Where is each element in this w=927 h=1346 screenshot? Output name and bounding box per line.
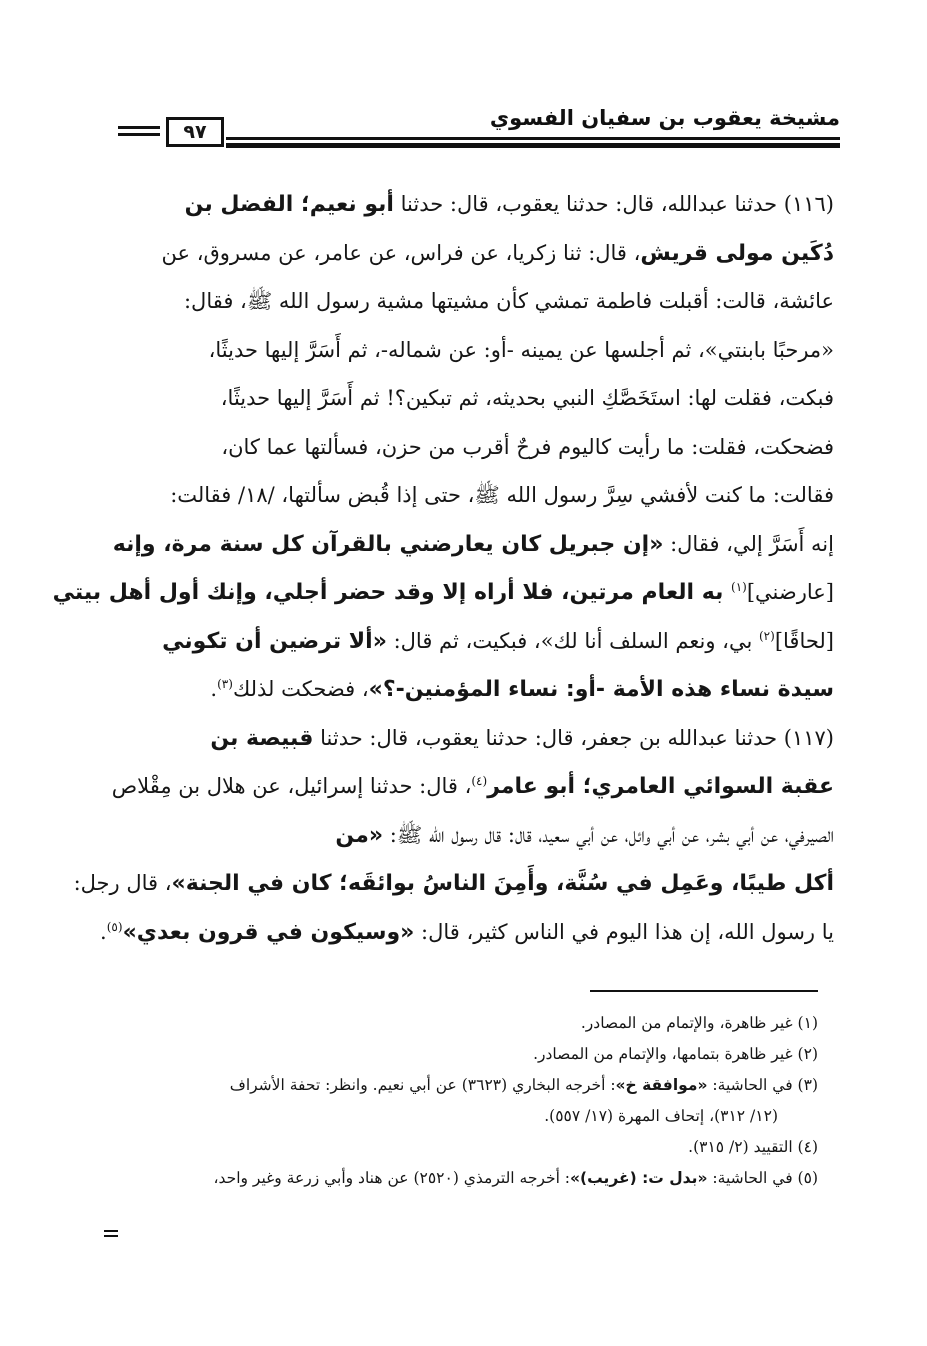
text-line [73,859,834,908]
text-run: ، قال رجل: [73,871,172,895]
text-run: . [100,919,107,944]
footnote-line [108,1008,818,1039]
text-line [108,277,834,326]
footnote-ref: (٢) [758,628,775,643]
text-line [108,229,834,278]
text-run: ، فضحكت لذلك [232,677,369,701]
page-number: ٩٧ [166,117,224,147]
text-run: فقالت: ما كنت لأفشي سِرَّ رسول الله ﷺ، حتى إذا قُبض سألتها، /١٨/ فقالت: [170,483,834,507]
text-line [108,665,834,714]
page-number-ornament [118,126,160,140]
bold-text: «وسيكون في قرون بعدي» [122,919,415,945]
text-run: «مرحبًا بابنتي»، ثم أجلسها عن يمينه -أو: عن شماله-، ثم أَسَرَّ إليها حديثًا، [208,337,834,362]
text-run: [لحاقًا] [774,628,834,653]
header-rule-thick [226,143,840,148]
bold-text: «موافقة خ» [615,1076,708,1094]
text-line [108,811,834,860]
footnote-line [108,1101,818,1132]
footnote-line [108,1163,818,1194]
text-run: (١٢/ ٣١٢)، إتحاف المهرة (١٧/ ٥٥٧). [544,1107,778,1125]
text-line [108,762,834,811]
text-run: (٥) في الحاشية: [707,1169,818,1187]
footnote-line [108,1070,818,1101]
text-line [108,374,834,423]
footnote-ref: (٥) [106,919,123,934]
text-run: الصيرفي، عن أبي بشر، عن أبي وائل، عن أبي سعيد، قال: قال رسول الله ﷺ: [383,822,834,847]
bold-text: أكل طيبًا، وعَمِل في سُنَّة، وأَمِنَ الناسُ بوائقَه؛ كان في الجنة» [171,871,834,896]
text-run: فبكت، فقلت لها: استَخَصَّكِ النبي بحديثه، ثم تبكين؟! ثم أَسَرَّ إليها حديثًا، [220,386,834,410]
text-run: : أخرجه الترمذي (٢٥٢٠) عن هناد وأبي زرعة وغير واحد، [213,1169,571,1187]
footnote-line [108,1132,818,1163]
main-text [52,180,834,956]
bold-text: عقبة السوائي العامري؛ أبو عامر [487,774,834,799]
footnote-line [108,1039,818,1070]
footnote-ref: (١) [731,580,747,594]
footnote-separator [590,990,818,992]
text-run: ، قال: حدثنا إسرائيل، عن هلال بن مِقْلاص [111,774,472,798]
text-run: . [210,677,218,701]
text-line [108,326,834,375]
bold-text: «ألا ترضين أن تكوني [162,628,387,654]
bold-text: «من [335,822,384,848]
text-run: ، قال: ثنا زكريا، عن فراس، عن عامر، عن مسروق، عن [161,240,641,265]
text-run: (١) غير ظاهرة، والإتمام من المصادر. [580,1014,818,1032]
text-run: [عارضني] [746,580,834,604]
footnotes [108,1008,818,1194]
bold-text: أبو نعيم؛ الفضل بن [184,192,394,217]
text-run: بي، ونعم السلف أنا لك»، فبكيت، ثم قال: [386,628,759,653]
text-line [108,520,834,569]
text-line [108,714,834,763]
text-run: إنه أَسَرَّ إلي، فقال: [663,531,834,556]
text-line [52,568,834,617]
bold-text: سيدة نساء هذه الأمة -أو: نساء المؤمنين-؟» [368,677,834,702]
footnote-ref: (٤) [471,774,488,788]
bold-text: به العام مرتين، فلا أراه إلا وقد حضر أجلي، وإنك أول أهل بيتي [52,580,732,605]
bold-text: دُكَين مولى قريش [640,240,834,266]
bold-text: «إن جبريل كان يعارضني بالقرآن كل سنة مرة، وإنه [112,531,664,557]
bold-text: قبيصة بن [210,725,314,751]
text-run: فضحكت، فقلت: ما رأيت كاليوم فرحٌ أقرب من حزن، فسألتها عما كان، [221,434,834,459]
text-line [108,617,834,666]
text-run: (٢) غير ظاهرة بتمامها، والإتمام من المصادر. [533,1045,818,1063]
header-rule [226,137,840,140]
text-line [100,908,834,957]
text-run: يا رسول الله، إن هذا اليوم في الناس كثير، قال: [414,919,834,944]
text-run: (١١٦) حدثنا عبدالله، قال: حدثنا يعقوب، قال: حدثنا [393,192,834,216]
text-run: : أخرجه البخاري (٣٦٢٣) عن أبي نعيم. وانظر: تحفة الأشراف [229,1076,616,1094]
book-title: مشيخة يعقوب بن سفيان الفسوي [489,106,840,130]
text-line [108,423,834,472]
text-run: (٤) التقييد (٢/ ٣١٥). [688,1138,818,1156]
footnote-ref: (٣) [217,677,233,691]
text-run: (١١٧) حدثنا عبدالله بن جعفر، قال: حدثنا يعقوب، قال: حدثنا [313,725,834,750]
running-header [118,100,840,158]
text-run: (٣) في الحاشية: [707,1076,818,1094]
text-line [108,180,834,229]
text-run: عائشة، قالت: أقبلت فاطمة تمشي كأن مشيتها مشية رسول الله ﷺ، فقال: [183,289,834,313]
bold-text: «بدل ت: (غريب)» [570,1169,708,1187]
text-line [108,471,834,520]
continuation-mark [104,1230,118,1240]
